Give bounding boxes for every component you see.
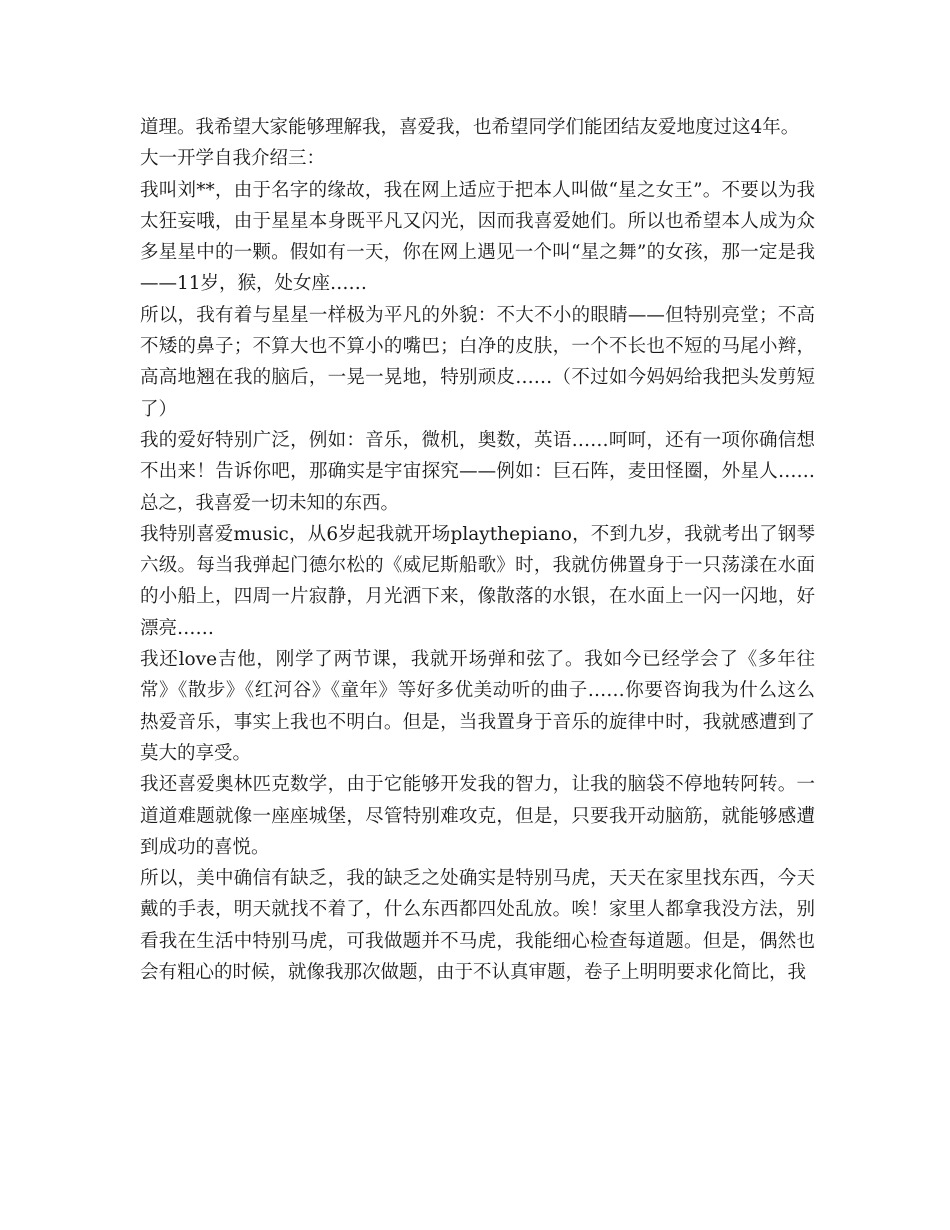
paragraph-9: 所以，美中确信有缺乏，我的缺乏之处确实是特别马虎，天天在家里找东西，今天戴的手表，明天就找不着了，什么东西都四处乱放。唉！家里人都拿我没方法，别看我在生活中特别马虎，可我做题并不马虎，我能细心检查每道题。但是，偶然也会有粗心的时候，就像我那次做题，由于不认真审题，卷子上明明要求化简比，我 <box>140 868 815 984</box>
paragraph-7: 我还love吉他，刚学了两节课，我就开场弹和弦了。我如今已经学会了《多年往常》《散步》《红河谷》《童年》等好多优美动听的曲子……你要咨询我为什么这么热爱音乐，事实上我也不明白。但是，当我置身于音乐的旋律中时，我就感遭到了莫大的享受。 <box>140 649 815 764</box>
paragraph-6: 我特别喜爱music，从6岁起我就开场playthepiano，不到九岁，我就考出了钢琴六级。每当我弹起门德尔松的《威尼斯船歌》时，我就仿佛置身于一只荡漾在水面的小船上，四周一片寂静，月光洒下来，像散落的水银，在水面上一闪一闪地，好漂亮…… <box>140 523 815 639</box>
paragraph-8: 我还喜爱奥林匹克数学，由于它能够开发我的智力，让我的脑袋不停地转阿转。一道道难题就像一座座城堡，尽管特别难攻克，但是，只要我开动脑筋，就能够感遭到成功的喜悦。 <box>140 774 815 858</box>
paragraph-2-heading: 大一开学自我介绍三： <box>140 148 326 170</box>
paragraph-1: 道理。我希望大家能够理解我，喜爱我，也希望同学们能团结友爱地度过这4年。 <box>140 117 800 138</box>
paragraph-5: 我的爱好特别广泛，例如：音乐，微机，奥数，英语……呵呵，还有一项你确信想不出来！告诉你吧，那确实是宇宙探究——例如：巨石阵，麦田怪圈，外星人……总之，我喜爱一切未知的东西。 <box>140 429 815 514</box>
paragraph-4: 所以，我有着与星星一样极为平凡的外貌：不大不小的眼睛——但特别亮堂；不高不矮的鼻子；不算大也不算小的嘴巴；白净的皮肤，一个不长也不短的马尾小辫，高高地翘在我的脑后，一晃一晃地，特别顽皮……（不过如今妈妈给我把头发剪短了） <box>140 304 815 420</box>
paragraph-3: 我叫刘**，由于名字的缘故，我在网上适应于把本人叫做“星之女王”。不要以为我太狂妄哦，由于星星本身既平凡又闪光，因而我喜爱她们。所以也希望本人成为众多星星中的一颗。假如有一天，你在网上遇见一个叫“星之舞”的女孩，那一定是我——11岁，猴，处女座…… <box>140 179 815 295</box>
document-body <box>140 112 815 988</box>
